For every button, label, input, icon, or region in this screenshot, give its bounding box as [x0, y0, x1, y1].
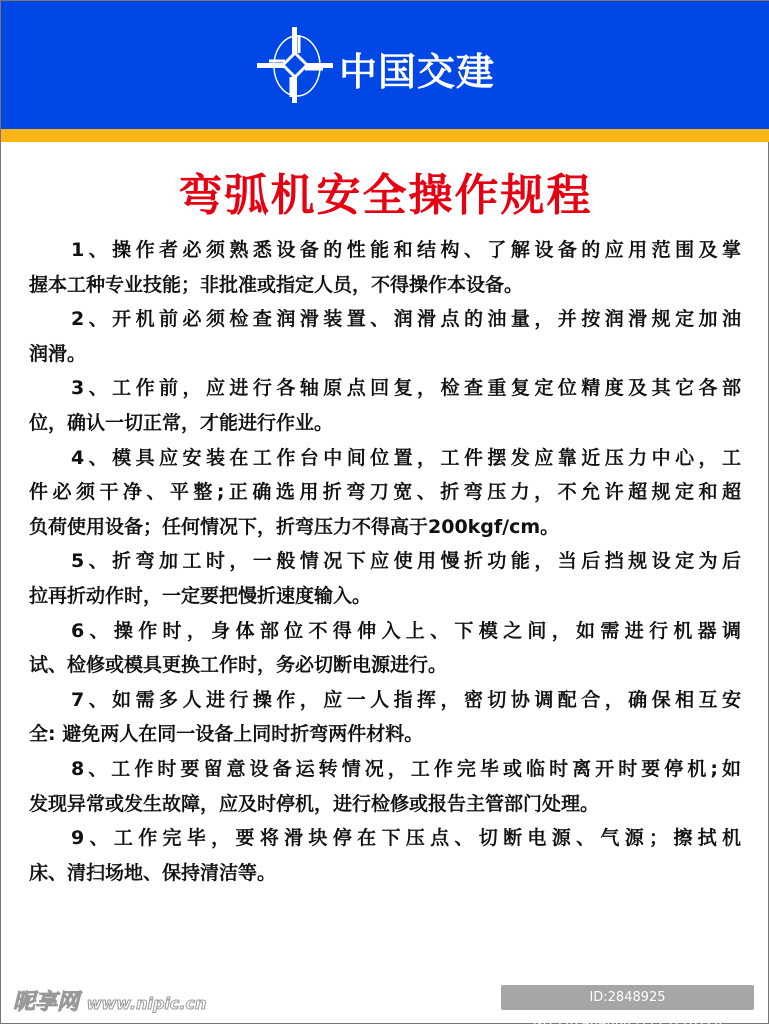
rule-line: 拉再折动作时，一定要把慢折速度输入。 — [29, 584, 372, 607]
rule-line: 6、操作时，身体部位不得伸入上、下模之间，如需进行机器调 — [71, 619, 741, 642]
image-id-badge: ID:2848925 NO:20240406091115778120 — [501, 985, 754, 1010]
rule-line: 5、折弯加工时，一般情况下应使用慢折功能，当后挡规设定为后 — [71, 550, 741, 573]
rule-line: 4、模具应安装在工作台中间位置，工件摆发应靠近压力中心，工 — [71, 446, 741, 469]
brand-name: 中国交建 — [339, 50, 496, 94]
rule-item — [29, 752, 741, 821]
rules-list — [29, 233, 741, 890]
rule-line: 床、清扫场地、保持清洁等。 — [29, 861, 277, 884]
rule-line: 件必须干净、平整;正确选用折弯刀宽、折弯压力，不允许超规定和超 — [29, 481, 741, 504]
rule-line: 1、操作者必须熟悉设备的性能和结构、了解设备的应用范围及掌 — [71, 239, 741, 261]
rule-item — [29, 821, 741, 890]
rule-item — [29, 544, 741, 613]
rule-line: 负荷使用设备；任何情况下，折弯压力不得高于200kgf/cm。 — [29, 515, 560, 538]
rule-line: 握本工种专业技能；非批准或指定人员，不得操作本设备。 — [29, 273, 524, 296]
rule-line: 8、工作时要留意设备运转情况，工作完毕或临时离开时要停机;如 — [71, 757, 741, 780]
rule-line: 位，确认一切正常，才能进行作业。 — [29, 411, 334, 434]
watermark-url: www.nipic.cn — [86, 994, 207, 1013]
rule-line: 润滑。 — [29, 342, 87, 365]
page-title: 弯弧机安全操作规程 — [178, 170, 593, 221]
watermark-site: 昵享网 — [13, 990, 80, 1015]
rule-item — [29, 233, 741, 302]
rule-item — [29, 683, 741, 752]
rule-line: 发现异常或发生故障，应及时停机，进行检修或报告主管部门处理。 — [29, 792, 600, 815]
rule-item — [29, 302, 741, 371]
rule-line: 2、开机前必须检查润滑装置、润滑点的油量，并按润滑规定加油 — [71, 308, 741, 331]
rule-item — [29, 441, 741, 545]
rule-line: 试、检修或模具更换工作时，务必切断电源进行。 — [29, 654, 448, 677]
rule-line: 9、工作完毕，要将滑块停在下压点、切断电源、气源；擦拭机 — [71, 827, 741, 850]
ccccc-logo-icon — [255, 25, 335, 105]
yellow-stripe — [1, 129, 769, 142]
rule-line: 全: 避免两人在同一设备上同时折弯两件材料。 — [29, 723, 424, 746]
rule-line: 7、如需多人进行操作，应一人指挥，密切协调配合，确保相互安 — [71, 688, 741, 711]
rule-item — [29, 614, 741, 683]
rule-item — [29, 371, 741, 440]
watermark-logo — [13, 985, 206, 1016]
rule-line: 3、工作前，应进行各轴原点回复，检查重复定位精度及其它各部 — [71, 377, 741, 400]
header-banner — [1, 1, 769, 129]
